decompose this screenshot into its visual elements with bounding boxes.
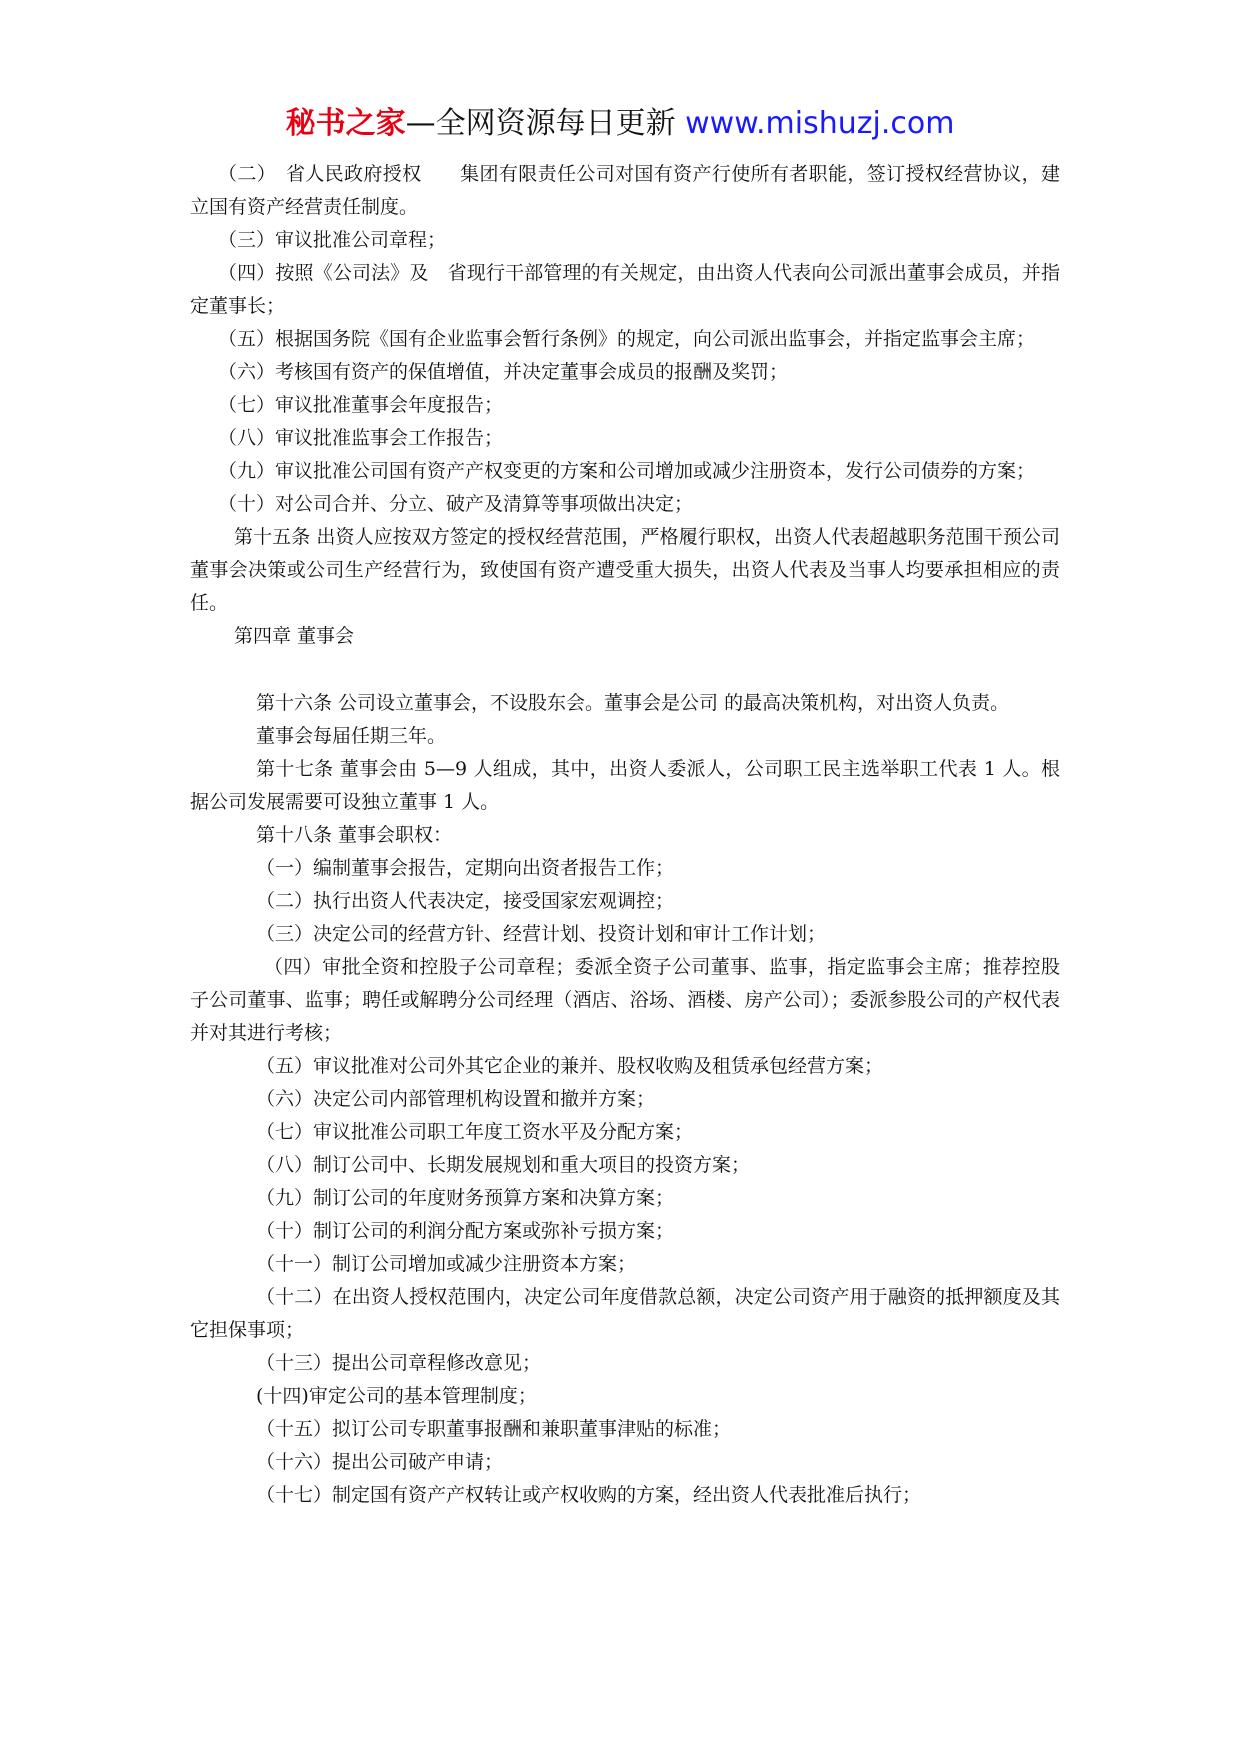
- paragraph: （五）根据国务院《国有企业监事会暂行条例》的规定，向公司派出监事会，并指定监事会主席；: [218, 328, 1036, 350]
- header-brand: 秘书之家: [285, 106, 406, 141]
- article-paragraph: 第十五条 出资人应按双方签定的授权经营范围，严格履行职权，出资人代表超越职务范围干预公司董事会决策或公司生产经营行为，致使国有资产遭受重大损失，出资人代表及当事人均要承担相应的责任。: [190, 526, 1060, 614]
- list-item: （十七）制定国有资产产权转让或产权收购的方案，经出资人代表批准后执行；: [256, 1484, 922, 1506]
- list-item: （二）执行出资人代表决定，接受国家宏观调控；: [256, 890, 675, 912]
- paragraph: （四）按照《公司法》及 省现行干部管理的有关规定，由出资人代表向公司派出董事会成员，并指定董事长；: [190, 262, 1060, 317]
- list-item: （十二）在出资人授权范围内，决定公司年度借款总额，决定公司资产用于融资的抵押额度及其它担保事项；: [190, 1286, 1060, 1341]
- list-item: （十六）提出公司破产申请；: [256, 1451, 504, 1473]
- paragraph: （八）审议批准监事会工作报告；: [218, 427, 504, 449]
- list-item: （十）制订公司的利润分配方案或弥补亏损方案；: [256, 1220, 675, 1242]
- paragraph: （三）审议批准公司章程；: [218, 229, 447, 251]
- list-item: （三）决定公司的经营方针、经营计划、投资计划和审计工作计划；: [256, 923, 827, 945]
- document-body: [190, 158, 1060, 1512]
- list-item: (十四)审定公司的基本管理制度；: [256, 1385, 537, 1407]
- list-item: （七）审议批准公司职工年度工资水平及分配方案；: [256, 1121, 694, 1143]
- page-header: [0, 104, 1240, 144]
- spacer: [190, 653, 1060, 687]
- paragraph: （七）审议批准董事会年度报告；: [218, 394, 504, 416]
- list-item: （九）制订公司的年度财务预算方案和决算方案；: [256, 1187, 675, 1209]
- paragraph: （二） 省人民政府授权 集团有限责任公司对国有资产行使所有者职能，签订授权经营协议，建立国有资产经营责任制度。: [190, 163, 1060, 218]
- list-item: （五）审议批准对公司外其它企业的兼并、股权收购及租赁承包经营方案；: [256, 1055, 884, 1077]
- paragraph: （九）审议批准公司国有资产产权变更的方案和公司增加或减少注册资本，发行公司债券的方案；: [218, 460, 1036, 482]
- article-paragraph: 第十六条 公司设立董事会，不设股东会。董事会是公司 的最高决策机构，对出资人负责。: [256, 692, 1010, 714]
- header-site-link[interactable]: www.mishuzj.com: [685, 106, 955, 141]
- chapter-heading: 第四章 董事会: [234, 625, 355, 647]
- list-item: （四）审批全资和控股子公司章程；委派全资子公司董事、监事，指定监事会主席；推荐控股子公司董事、监事；聘任或解聘分公司经理（酒店、浴场、酒楼、房产公司）；委派参股公司的产权代表并对其进行考核；: [190, 956, 1060, 1044]
- header-tagline: —全网资源每日更新: [405, 106, 686, 141]
- article-paragraph: 第十八条 董事会职权：: [256, 824, 453, 846]
- paragraph: （十）对公司合并、分立、破产及清算等事项做出决定；: [218, 493, 694, 515]
- list-item: （十五）拟订公司专职董事报酬和兼职董事津贴的标准；: [256, 1418, 732, 1440]
- article-paragraph: 第十七条 董事会由 5—9 人组成，其中，出资人委派人，公司职工民主选举职工代表 1 人。根据公司发展需要可设独立董事 1 人。: [190, 758, 1060, 813]
- paragraph: （六）考核国有资产的保值增值，并决定董事会成员的报酬及奖罚；: [218, 361, 789, 383]
- list-item: （八）制订公司中、长期发展规划和重大项目的投资方案；: [256, 1154, 751, 1176]
- list-item: （一）编制董事会报告，定期向出资者报告工作；: [256, 857, 675, 879]
- list-item: （六）决定公司内部管理机构设置和撤并方案；: [256, 1088, 656, 1110]
- paragraph: 董事会每届任期三年。: [256, 725, 447, 747]
- list-item: （十三）提出公司章程修改意见；: [256, 1352, 542, 1374]
- list-item: （十一）制订公司增加或减少注册资本方案；: [256, 1253, 637, 1275]
